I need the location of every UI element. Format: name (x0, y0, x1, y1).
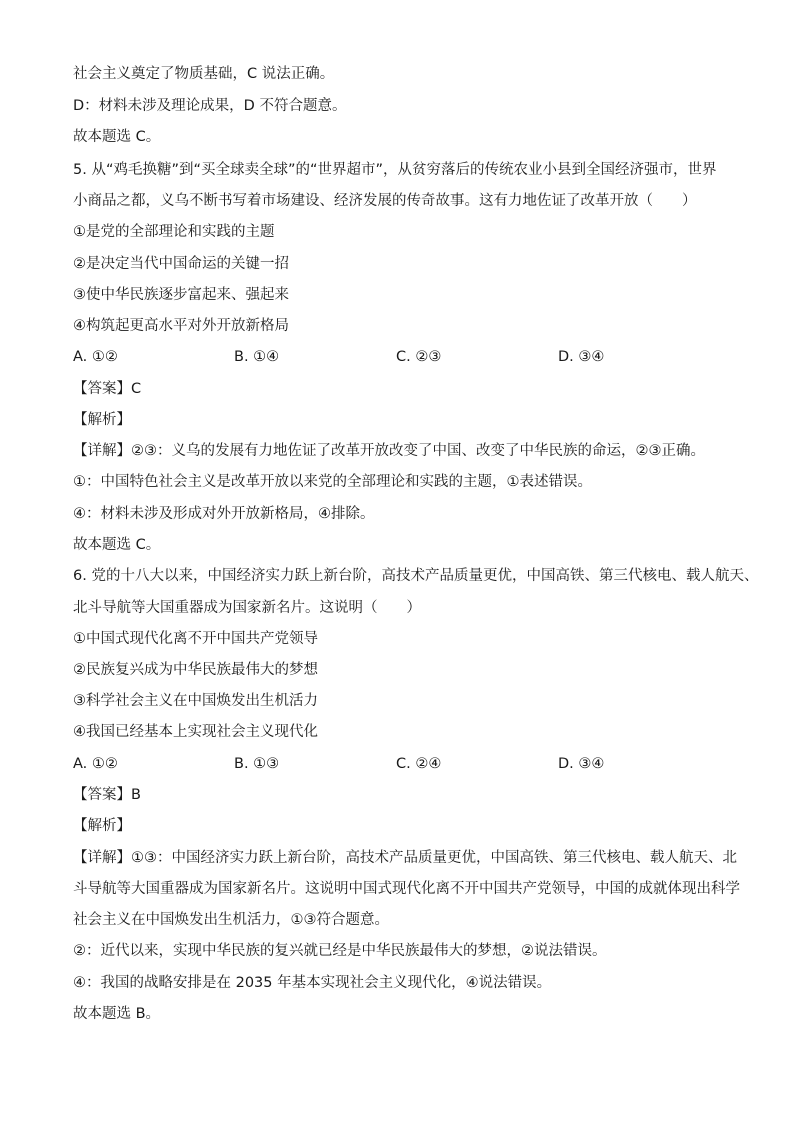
question-6-statement-4: ④我国已经基本上实现社会主义现代化 (73, 724, 318, 740)
question-6-stem: 北斗导航等大国重器成为国家新名片。这说明（ ） (73, 600, 421, 616)
question-6-conclusion: 故本题选 B。 (73, 1006, 161, 1022)
option-b: B. ①④ (234, 349, 280, 365)
option-c: C. ②③ (396, 349, 442, 365)
question-6-detail: 【详解】①③：中国经济实力跃上新台阶，高技术产品质量更优，中国高铁、第三代核电、载人航天、北 (73, 850, 737, 866)
question-6-statement-2: ②民族复兴成为中华民族最伟大的梦想 (73, 662, 318, 678)
question-5-detail: 【详解】②③：义乌的发展有力地佐证了改革开放改变了中国、改变了中华民族的命运，②③正确。 (73, 443, 705, 459)
question-5-detail: ④：材料未涉及形成对外开放新格局，④排除。 (73, 506, 375, 522)
option-a: A. ①② (73, 349, 118, 365)
question-6-detail: 斗导航等大国重器成为国家新名片。这说明中国式现代化离不开中国共产党领导，中国的成就体现出科学 (73, 881, 740, 897)
question-5-conclusion: 故本题选 C。 (73, 537, 161, 553)
question-5-detail: ①：中国特色社会主义是改革开放以来党的全部理论和实践的主题，①表述错误。 (73, 474, 592, 490)
option-a: A. ①② (73, 756, 118, 772)
text-line: 社会主义奠定了物质基础，C 说法正确。 (73, 66, 335, 82)
question-6-detail: ④：我国的战略安排是在 2035 年基本实现社会主义现代化，④说法错误。 (73, 975, 552, 991)
question-5-statement-4: ④构筑起更高水平对外开放新格局 (73, 318, 289, 334)
option-d: D. ③④ (558, 756, 605, 772)
option-b: B. ①③ (234, 756, 280, 772)
question-5-stem: 小商品之都，义乌不断书写着市场建设、经济发展的传奇故事。这有力地佐证了改革开放（ ） (73, 193, 697, 209)
text-line: D：材料未涉及理论成果，D 不符合题意。 (73, 98, 347, 114)
text-line: 故本题选 C。 (73, 129, 161, 145)
question-6-detail: 社会主义在中国焕发出生机活力，①③符合题意。 (73, 912, 389, 928)
question-5-statement-2: ②是决定当代中国命运的关键一招 (73, 256, 289, 272)
question-6-analysis-heading: 【解析】 (73, 818, 131, 834)
question-6-options (73, 754, 723, 774)
question-5-statement-1: ①是党的全部理论和实践的主题 (73, 224, 275, 240)
question-5-statement-3: ③使中华民族逐步富起来、强起来 (73, 287, 289, 303)
option-c: C. ②④ (396, 756, 442, 772)
question-6-statement-1: ①中国式现代化离不开中国共产党领导 (73, 631, 318, 647)
question-6-statement-3: ③科学社会主义在中国焕发出生机活力 (73, 693, 318, 709)
question-6-answer: 【答案】B (73, 787, 141, 803)
question-6-stem: 6. 党的十八大以来，中国经济实力跃上新台阶，高技术产品质量更优，中国高铁、第三代核电、载人航天、 (73, 568, 759, 584)
option-d: D. ③④ (558, 349, 605, 365)
question-5-stem: 5. 从“鸡毛换糖”到“买全球卖全球”的“世界超市”，从贫穷落后的传统农业小县到全国经济强市，世界 (73, 162, 717, 178)
question-5-answer: 【答案】C (73, 381, 142, 397)
question-5-analysis-heading: 【解析】 (73, 412, 131, 428)
question-6-detail: ②：近代以来，实现中华民族的复兴就已经是中华民族最伟大的梦想，②说法错误。 (73, 943, 607, 959)
question-5-options (73, 347, 723, 367)
